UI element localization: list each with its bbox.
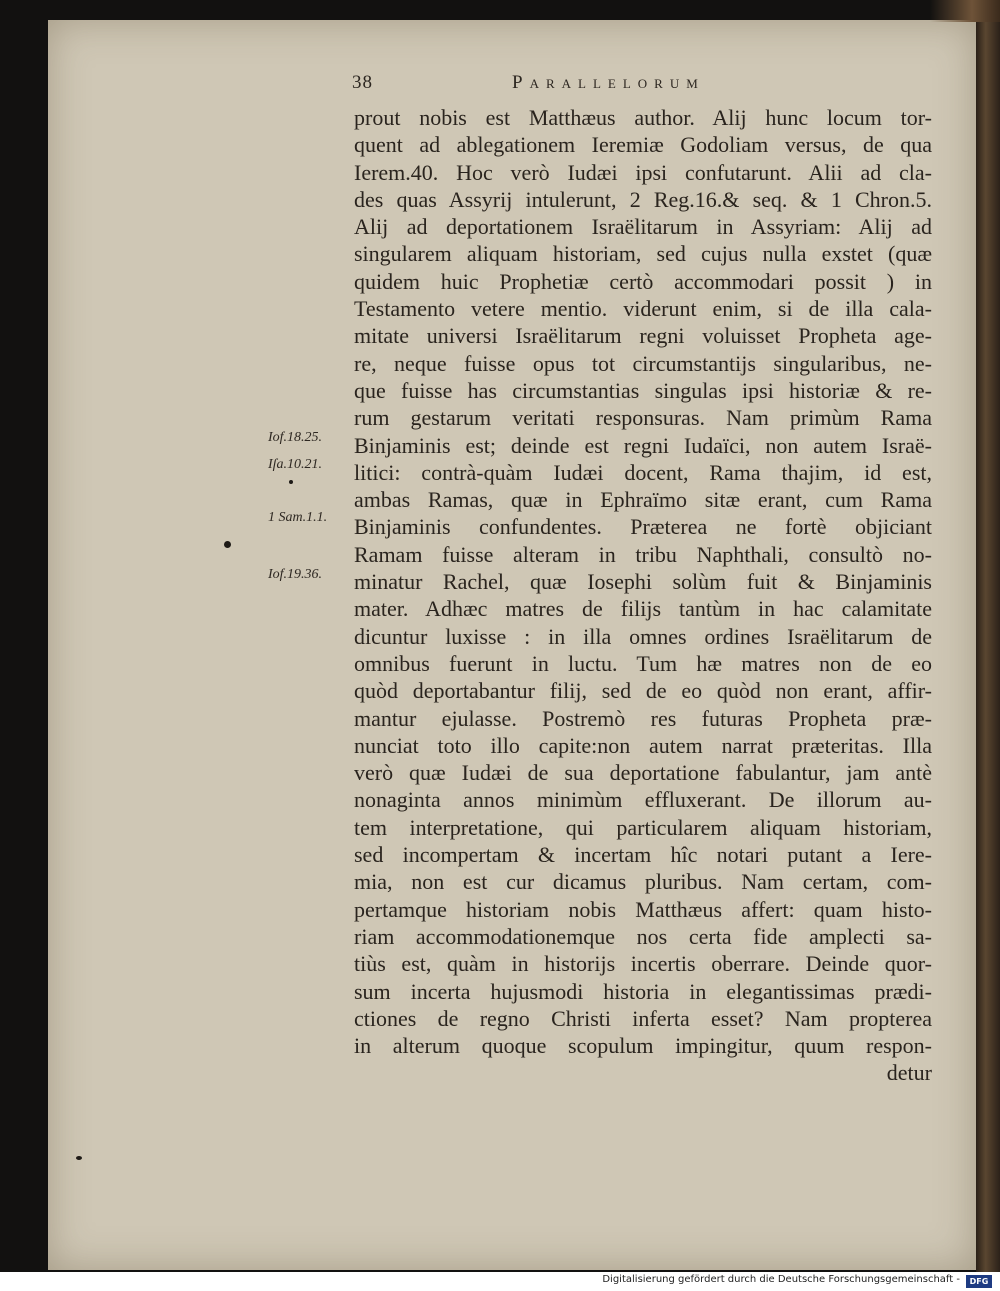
text-line: Binjaminis confundentes. Præterea ne fortè objiciant xyxy=(354,514,932,540)
text-line: prout nobis est Matthæus author. Alij hunc locum tor- xyxy=(354,105,932,130)
text-line: Alij ad deportationem Israëlitarum in Assyriam: Alij ad xyxy=(354,214,932,240)
text-line: omnibus fuerunt in luctu. Tum hæ matres non de eo xyxy=(354,650,932,676)
text-line: mantur ejulasse. Postremò res futuras Propheta præ- xyxy=(354,705,932,731)
margin-note: Iof.19.36. xyxy=(268,567,323,582)
text-line: quòd deportabantur filij, sed de eo quòd non erant, affir- xyxy=(354,678,932,704)
text-line: ambas Ramas, quæ in Ephraïmo sitæ erant, cum Rama xyxy=(354,487,932,513)
text-line: riam accommodationemque nos certa fide amplecti sa- xyxy=(354,923,932,949)
text-line: sed incompertam & incertam hîc notari putant a Iere- xyxy=(354,842,932,868)
margin-note: Iſa.10.21. xyxy=(268,457,323,472)
text-line: quidem huic Prophetiæ certò accommodari possit ) in xyxy=(354,268,932,294)
text-line: pertamque historiam nobis Matthæus affert: quam histo- xyxy=(354,896,932,922)
text-line: Ierem.40. Hoc verò Iudæi ipsi confutarunt. Alii ad cla- xyxy=(354,159,932,185)
text-line: mitate universi Israëlitarum regni voluisset Propheta age- xyxy=(354,323,932,349)
margin-mark xyxy=(289,480,293,484)
page-edge xyxy=(976,0,1000,1272)
text-line: nunciat toto illo capite:non autem narrat præteritas. Illa xyxy=(354,732,932,758)
catchword: detur xyxy=(886,1060,932,1086)
running-title: Parallelorum xyxy=(512,72,705,93)
text-line: ctiones de regno Christi inferta esset? Nam propterea xyxy=(354,1005,932,1031)
margin-note: 1 Sam.1.1. xyxy=(268,510,328,525)
dfg-logo: DFG xyxy=(966,1275,992,1288)
text-line: dicuntur luxisse : in illa omnes ordines Israëlitarum de xyxy=(354,623,932,649)
margin-note: Iof.18.25. xyxy=(268,430,323,445)
text-line: Ramam fuisse alteram in tribu Naphthali, consultò no- xyxy=(354,541,932,567)
text-line: mater. Adhæc matres de filijs tantùm in hac calamitate xyxy=(354,596,932,622)
footer-bar xyxy=(0,1272,1000,1291)
ink-spot xyxy=(224,541,231,548)
text-line: mia, non est cur dicamus pluribus. Nam certam, com- xyxy=(354,869,932,895)
page-number: 38 xyxy=(352,72,373,93)
text-line: nonaginta annos minimùm effluxerant. De illorum au- xyxy=(354,787,932,813)
text-line: Binjaminis est; deinde est regni Iudaïci, non autem Israë- xyxy=(354,432,932,458)
text-line: sum incerta hujusmodi historia in elegantissimas prædi- xyxy=(354,978,932,1004)
text-line: verò quæ Iudæi de sua deportatione fabulantur, jam antè xyxy=(354,760,932,786)
running-head xyxy=(352,72,942,102)
text-line: tiùs est, quàm in historijs incertis oberrare. Deinde quor- xyxy=(354,951,932,977)
text-line: singularem aliquam historiam, sed cujus nulla exstet (quæ xyxy=(354,241,932,267)
text-line: in alterum quoque scopulum impingitur, quum respon- xyxy=(354,1033,932,1059)
text-line: que fuisse has circumstantias singulas ipsi historiæ & re- xyxy=(354,377,932,403)
body-text xyxy=(354,104,932,1087)
text-line: rum gestarum veritati responsuras. Nam primùm Rama xyxy=(354,405,932,431)
text-line: tem interpretatione, qui particularem aliquam historiam, xyxy=(354,814,932,840)
text-line: litici: contrà-quàm Iudæi docent, Rama thajim, id est, xyxy=(354,459,932,485)
text-line: Testamento vetere mentio. viderunt enim, si de illa cala- xyxy=(354,296,932,322)
corner-wear xyxy=(930,0,1000,22)
funding-note: Digitalisierung gefördert durch die Deutsche Forschungsgemeinschaft - xyxy=(602,1274,960,1285)
ink-spot xyxy=(76,1156,82,1160)
text-line: quent ad ablegationem Ieremiæ Godoliam versus, de qua xyxy=(354,132,932,158)
text-line: minatur Rachel, quæ Iosephi solùm fuit & Binjaminis xyxy=(354,569,932,595)
text-line: des quas Assyrij intulerunt, 2 Reg.16.& seq. & 1 Chron.5. xyxy=(354,186,932,212)
text-line: re, neque fuisse opus tot circumstantijs singularibus, ne- xyxy=(354,350,932,376)
